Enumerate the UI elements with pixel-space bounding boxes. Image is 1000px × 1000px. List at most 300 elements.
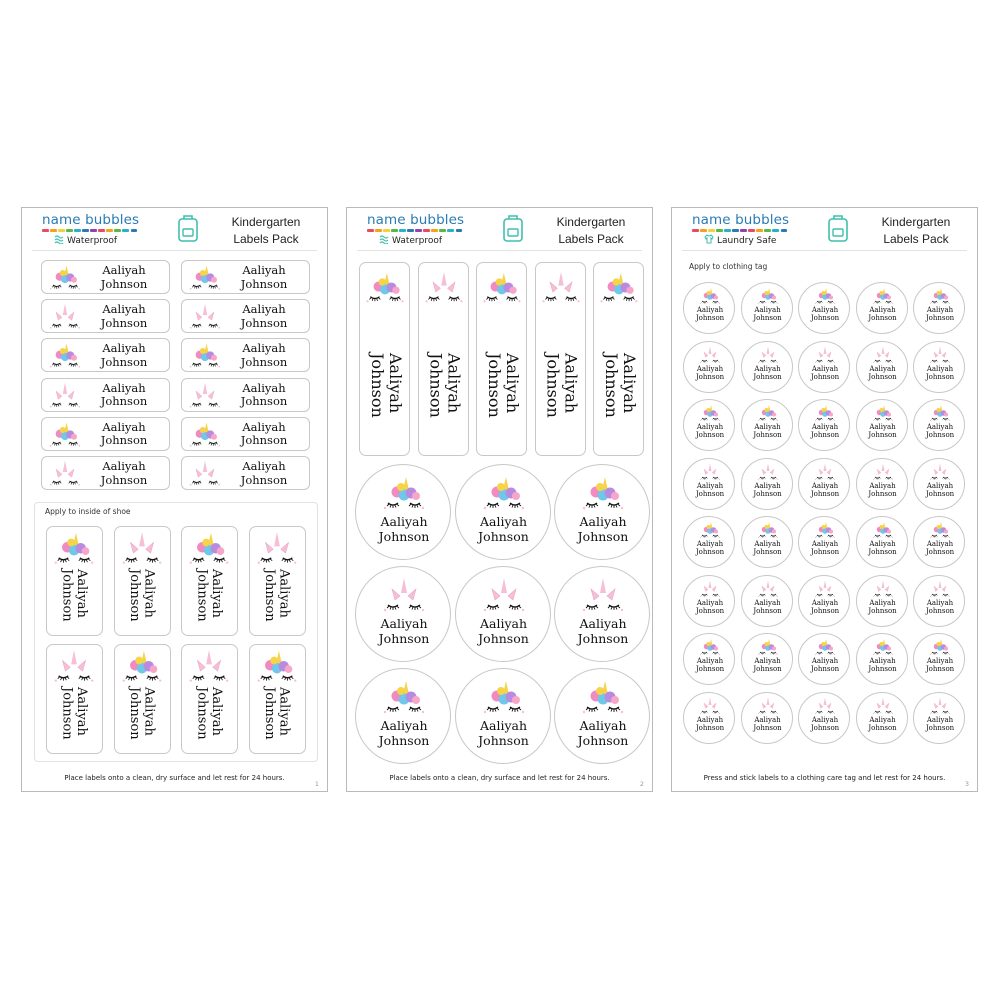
first-name: Aaliyah — [926, 540, 954, 548]
instructions-footer: Place labels onto a clean, dry surface and let rest for 24 hours. — [389, 774, 610, 782]
label-sheet-3 — [671, 207, 978, 792]
unicorn-illustration — [47, 342, 83, 369]
last-name: Johnson — [868, 606, 897, 615]
name-label — [856, 282, 908, 334]
unicorn-illustration — [579, 475, 627, 511]
unicorn-illustration — [254, 649, 300, 684]
first-name: Aaliyah — [579, 514, 627, 529]
name-label — [798, 516, 850, 568]
name-label — [683, 692, 735, 744]
unicorn-illustration — [871, 697, 895, 715]
unicorn-illustration — [380, 577, 428, 613]
name-label — [856, 341, 908, 393]
name-label — [181, 417, 310, 451]
brand-color-dots — [367, 229, 462, 232]
name-label — [913, 516, 965, 568]
name-label — [476, 262, 527, 456]
last-name: Johnson — [925, 314, 955, 322]
first-name: Aaliyah — [102, 341, 146, 356]
unicorn-illustration — [51, 649, 97, 684]
label-name — [799, 306, 850, 322]
first-name: Aaliyah — [869, 423, 896, 431]
first-name: Aaliyah — [102, 459, 146, 473]
label-name — [742, 306, 793, 322]
first-name: Aaliyah — [811, 598, 839, 607]
name-label — [683, 282, 735, 334]
first-name: Aaliyah — [754, 481, 781, 490]
brand-dot — [740, 229, 747, 232]
label-name — [84, 460, 164, 487]
label-name — [742, 365, 793, 381]
brand-dot — [407, 229, 414, 232]
label-name — [224, 460, 304, 487]
label-name — [84, 421, 164, 448]
brand-dot — [98, 229, 105, 232]
label-name — [84, 342, 164, 369]
label-name — [742, 599, 793, 615]
last-name: Johnson — [240, 276, 288, 291]
label-name: Aaliyah Johnson — [194, 569, 225, 622]
last-name: Johnson — [240, 315, 288, 330]
brand-dot — [748, 229, 755, 232]
first-name: Aaliyah — [696, 540, 724, 548]
name-label — [913, 399, 965, 451]
label-name — [684, 423, 735, 439]
brand-dot — [106, 229, 113, 232]
unicorn-illustration — [698, 287, 722, 305]
name-label — [41, 378, 170, 412]
label-name — [356, 515, 451, 544]
unicorn-illustration — [871, 521, 895, 539]
brand-dot — [367, 229, 374, 232]
name-label — [856, 575, 908, 627]
name-label — [593, 262, 644, 456]
sheet-header — [32, 208, 317, 251]
brand-dot — [423, 229, 430, 232]
label-name — [799, 657, 850, 673]
unicorn-illustration — [756, 287, 780, 305]
first-name: Aaliyah — [242, 341, 286, 356]
name-label — [181, 378, 310, 412]
unicorn-illustration — [756, 346, 780, 364]
instructions-footer: Press and stick labels to a clothing care tag and let rest for 24 hours. — [703, 774, 946, 782]
last-name: Johnson — [753, 548, 782, 556]
last-name: Johnson — [478, 528, 529, 544]
unicorn-illustration — [539, 271, 583, 304]
brand-dot — [431, 229, 438, 232]
last-name: Johnson — [868, 431, 897, 439]
label-name — [799, 482, 850, 498]
last-name: Johnson — [868, 372, 897, 381]
last-name: Johnson — [695, 372, 725, 381]
name-label — [41, 456, 170, 490]
unicorn-illustration — [597, 271, 641, 304]
name-label — [741, 516, 793, 568]
name-label — [741, 341, 793, 393]
name-label — [41, 260, 170, 294]
first-name: Aaliyah — [869, 364, 896, 373]
name-label — [355, 668, 451, 764]
name-label — [683, 633, 735, 685]
label-name: Aaliyah Johnson — [601, 353, 639, 418]
unicorn-illustration — [756, 404, 780, 422]
brand-dot — [692, 229, 699, 232]
name-label — [683, 575, 735, 627]
unicorn-illustration — [928, 638, 952, 656]
unicorn-illustration — [698, 580, 722, 598]
name-label — [741, 282, 793, 334]
unicorn-illustration — [480, 577, 528, 613]
unicorn-illustration — [813, 521, 837, 539]
brand-dot — [391, 229, 398, 232]
unicorn-illustration — [187, 264, 223, 291]
label-name — [914, 657, 965, 673]
label-name: Aaliyah Johnson — [426, 353, 464, 418]
backpack-icon — [177, 213, 199, 243]
name-label — [46, 644, 103, 754]
first-name: Aaliyah — [754, 306, 781, 314]
first-name: Aaliyah — [811, 423, 839, 431]
unicorn-illustration — [47, 421, 83, 448]
last-name: Johnson — [810, 372, 840, 381]
last-name: Johnson — [240, 354, 288, 369]
last-name: Johnson — [378, 630, 430, 646]
last-name: Johnson — [753, 372, 782, 381]
label-name — [684, 482, 735, 498]
first-name: Aaliyah — [380, 514, 428, 529]
name-label — [41, 299, 170, 333]
label-name — [224, 342, 304, 369]
last-name: Johnson — [868, 548, 897, 556]
brand-dot — [122, 229, 129, 232]
label-name: Aaliyah Johnson — [127, 569, 157, 622]
brand-dot — [724, 229, 731, 232]
last-name: Johnson — [695, 548, 725, 556]
label-name — [356, 719, 451, 748]
first-name: Aaliyah — [811, 481, 839, 490]
label-name — [857, 657, 908, 673]
label-name — [456, 515, 551, 544]
brand-dot — [772, 229, 779, 232]
label-name — [799, 540, 850, 556]
first-name: Aaliyah — [696, 481, 724, 490]
unicorn-illustration — [698, 404, 722, 422]
first-name: Aaliyah — [869, 481, 896, 490]
label-name — [684, 365, 735, 381]
label-name — [857, 482, 908, 498]
label-name — [84, 303, 164, 330]
last-name: Johnson — [868, 723, 897, 732]
name-label — [355, 566, 451, 662]
label-name: Aaliyah Johnson — [262, 569, 292, 622]
instructions-footer: Place labels onto a clean, dry surface and let rest for 24 hours. — [64, 774, 285, 782]
first-name: Aaliyah — [102, 419, 146, 434]
last-name: Johnson — [810, 314, 840, 322]
unicorn-illustration — [928, 463, 952, 481]
brand-dot — [399, 229, 406, 232]
unicorn-illustration — [480, 271, 524, 304]
brand-dot — [42, 229, 49, 232]
label-name — [857, 306, 908, 322]
unicorn-illustration — [47, 303, 83, 330]
name-label — [798, 458, 850, 510]
name-label — [554, 464, 650, 560]
first-name: Aaliyah — [754, 657, 781, 665]
unicorn-illustration — [756, 638, 780, 656]
label-name — [914, 423, 965, 439]
first-name: Aaliyah — [926, 423, 954, 431]
last-name: Johnson — [478, 630, 529, 646]
first-name: Aaliyah — [926, 657, 954, 665]
name-label — [181, 644, 238, 754]
label-sheet-2 — [346, 207, 653, 792]
last-name: Johnson — [925, 665, 955, 673]
name-label — [913, 575, 965, 627]
unicorn-illustration — [480, 475, 528, 511]
label-name: Aaliyah Johnson — [59, 687, 90, 740]
first-name: Aaliyah — [811, 540, 839, 548]
unicorn-illustration — [871, 463, 895, 481]
brand-dot — [700, 229, 707, 232]
first-name: Aaliyah — [242, 380, 286, 395]
last-name: Johnson — [925, 548, 955, 556]
page-number: 3 — [964, 780, 969, 788]
last-name: Johnson — [378, 528, 430, 544]
last-name: Johnson — [925, 606, 955, 615]
unicorn-illustration — [928, 697, 952, 715]
unicorn-illustration — [187, 421, 223, 448]
brand-logo: name bubbles — [367, 212, 465, 228]
first-name: Aaliyah — [696, 306, 724, 314]
backpack-icon — [502, 213, 524, 243]
unicorn-illustration — [928, 404, 952, 422]
label-name — [799, 365, 850, 381]
first-name: Aaliyah — [479, 718, 528, 733]
brand-color-dots — [692, 229, 787, 232]
label-name — [224, 264, 304, 291]
first-name: Aaliyah — [102, 380, 146, 395]
name-label — [913, 282, 965, 334]
unicorn-illustration — [698, 638, 722, 656]
unicorn-illustration — [871, 580, 895, 598]
name-label — [798, 633, 850, 685]
first-name: Aaliyah — [479, 616, 528, 631]
unicorn-illustration — [47, 460, 83, 487]
first-name: Aaliyah — [242, 459, 286, 473]
last-name: Johnson — [810, 665, 840, 673]
last-name: Johnson — [100, 315, 148, 330]
unicorn-illustration — [698, 346, 722, 364]
feature-badge: Waterproof — [54, 234, 117, 246]
first-name: Aaliyah — [869, 598, 896, 607]
first-name: Aaliyah — [869, 657, 896, 665]
name-label — [856, 458, 908, 510]
first-name: Aaliyah — [869, 306, 896, 314]
unicorn-illustration — [756, 463, 780, 481]
unicorn-illustration — [187, 303, 223, 330]
last-name: Johnson — [753, 606, 782, 615]
name-label — [856, 633, 908, 685]
name-label — [798, 692, 850, 744]
unicorn-illustration — [422, 271, 466, 304]
unicorn-illustration — [187, 460, 223, 487]
name-label — [181, 260, 310, 294]
last-name: Johnson — [925, 489, 955, 498]
name-label — [683, 399, 735, 451]
last-name: Johnson — [925, 431, 955, 439]
brand-dot — [415, 229, 422, 232]
unicorn-illustration — [928, 580, 952, 598]
unicorn-illustration — [579, 577, 627, 613]
brand-dot — [781, 229, 788, 232]
last-name: Johnson — [868, 665, 897, 673]
name-label — [856, 399, 908, 451]
unicorn-illustration — [928, 521, 952, 539]
label-name — [914, 716, 965, 732]
first-name: Aaliyah — [242, 302, 286, 317]
last-name: Johnson — [695, 489, 725, 498]
kit-title: Kindergarten Labels Pack — [231, 215, 301, 246]
last-name: Johnson — [810, 548, 840, 556]
label-name — [742, 716, 793, 732]
first-name: Aaliyah — [696, 657, 724, 665]
name-label — [114, 644, 171, 754]
name-label — [683, 516, 735, 568]
label-name — [684, 657, 735, 673]
last-name: Johnson — [868, 489, 897, 498]
unicorn-illustration — [813, 638, 837, 656]
page-number: 1 — [314, 780, 319, 788]
label-name — [742, 423, 793, 439]
name-label — [741, 458, 793, 510]
label-name — [742, 482, 793, 498]
unicorn-illustration — [871, 287, 895, 305]
last-name: Johnson — [810, 431, 840, 439]
label-name — [84, 264, 164, 291]
label-name — [857, 599, 908, 615]
label-name — [684, 306, 735, 322]
first-name: Aaliyah — [811, 306, 839, 314]
brand-dot — [732, 229, 739, 232]
first-name: Aaliyah — [926, 306, 954, 314]
name-label — [856, 516, 908, 568]
last-name: Johnson — [753, 489, 782, 498]
label-name — [555, 719, 650, 748]
unicorn-illustration — [928, 346, 952, 364]
first-name: Aaliyah — [696, 715, 724, 724]
brand-dot — [66, 229, 73, 232]
kit-title: Kindergarten Labels Pack — [556, 215, 626, 246]
section-note: Apply to clothing tag — [689, 262, 768, 271]
brand-color-dots — [42, 229, 137, 232]
brand-dot — [90, 229, 97, 232]
label-name — [356, 617, 451, 646]
unicorn-illustration — [187, 342, 223, 369]
unicorn-illustration — [813, 580, 837, 598]
last-name: Johnson — [925, 723, 955, 732]
label-name: Aaliyah Johnson — [262, 687, 292, 740]
name-label — [554, 668, 650, 764]
last-name: Johnson — [240, 394, 288, 409]
section-note: Apply to inside of shoe — [45, 507, 131, 516]
label-name — [857, 540, 908, 556]
last-name: Johnson — [695, 723, 725, 732]
shirt-icon — [704, 234, 714, 244]
name-label — [798, 282, 850, 334]
name-label — [455, 668, 551, 764]
name-label — [355, 464, 451, 560]
first-name: Aaliyah — [242, 263, 286, 277]
first-name: Aaliyah — [579, 616, 627, 631]
unicorn-illustration — [698, 521, 722, 539]
label-name — [799, 599, 850, 615]
first-name: Aaliyah — [811, 364, 839, 373]
name-label — [535, 262, 586, 456]
last-name: Johnson — [240, 433, 288, 448]
first-name: Aaliyah — [754, 540, 781, 548]
brand-dot — [716, 229, 723, 232]
last-name: Johnson — [753, 431, 782, 439]
unicorn-illustration — [756, 697, 780, 715]
label-name — [857, 716, 908, 732]
name-label — [913, 633, 965, 685]
unicorn-illustration — [813, 404, 837, 422]
first-name: Aaliyah — [926, 598, 954, 607]
unicorn-illustration — [813, 697, 837, 715]
unicorn-illustration — [119, 649, 165, 684]
name-label — [554, 566, 650, 662]
last-name: Johnson — [100, 472, 148, 487]
label-name — [684, 540, 735, 556]
brand-dot — [58, 229, 65, 232]
label-name — [914, 482, 965, 498]
unicorn-illustration — [928, 287, 952, 305]
brand-dot — [383, 229, 390, 232]
first-name: Aaliyah — [869, 540, 896, 548]
first-name: Aaliyah — [754, 423, 781, 431]
backpack-icon — [827, 213, 849, 243]
name-label — [913, 458, 965, 510]
unicorn-illustration — [756, 521, 780, 539]
first-name: Aaliyah — [926, 364, 954, 373]
last-name: Johnson — [810, 723, 840, 732]
brand-logo: name bubbles — [692, 212, 790, 228]
name-label — [741, 633, 793, 685]
label-name — [224, 303, 304, 330]
last-name: Johnson — [478, 732, 529, 748]
sheet-header — [357, 208, 642, 251]
unicorn-illustration — [871, 346, 895, 364]
brand-dot — [375, 229, 382, 232]
unicorn-illustration — [813, 287, 837, 305]
first-name: Aaliyah — [926, 481, 954, 490]
brand-dot — [131, 229, 138, 232]
first-name: Aaliyah — [811, 657, 839, 665]
last-name: Johnson — [100, 276, 148, 291]
unicorn-illustration — [698, 463, 722, 481]
first-name: Aaliyah — [242, 419, 286, 434]
last-name: Johnson — [100, 394, 148, 409]
unicorn-illustration — [119, 531, 165, 566]
label-name — [84, 382, 164, 409]
label-name — [224, 382, 304, 409]
brand-dot — [50, 229, 57, 232]
last-name: Johnson — [753, 314, 782, 322]
label-name — [555, 617, 650, 646]
first-name: Aaliyah — [380, 616, 428, 631]
brand-dot — [456, 229, 463, 232]
first-name: Aaliyah — [696, 423, 724, 431]
